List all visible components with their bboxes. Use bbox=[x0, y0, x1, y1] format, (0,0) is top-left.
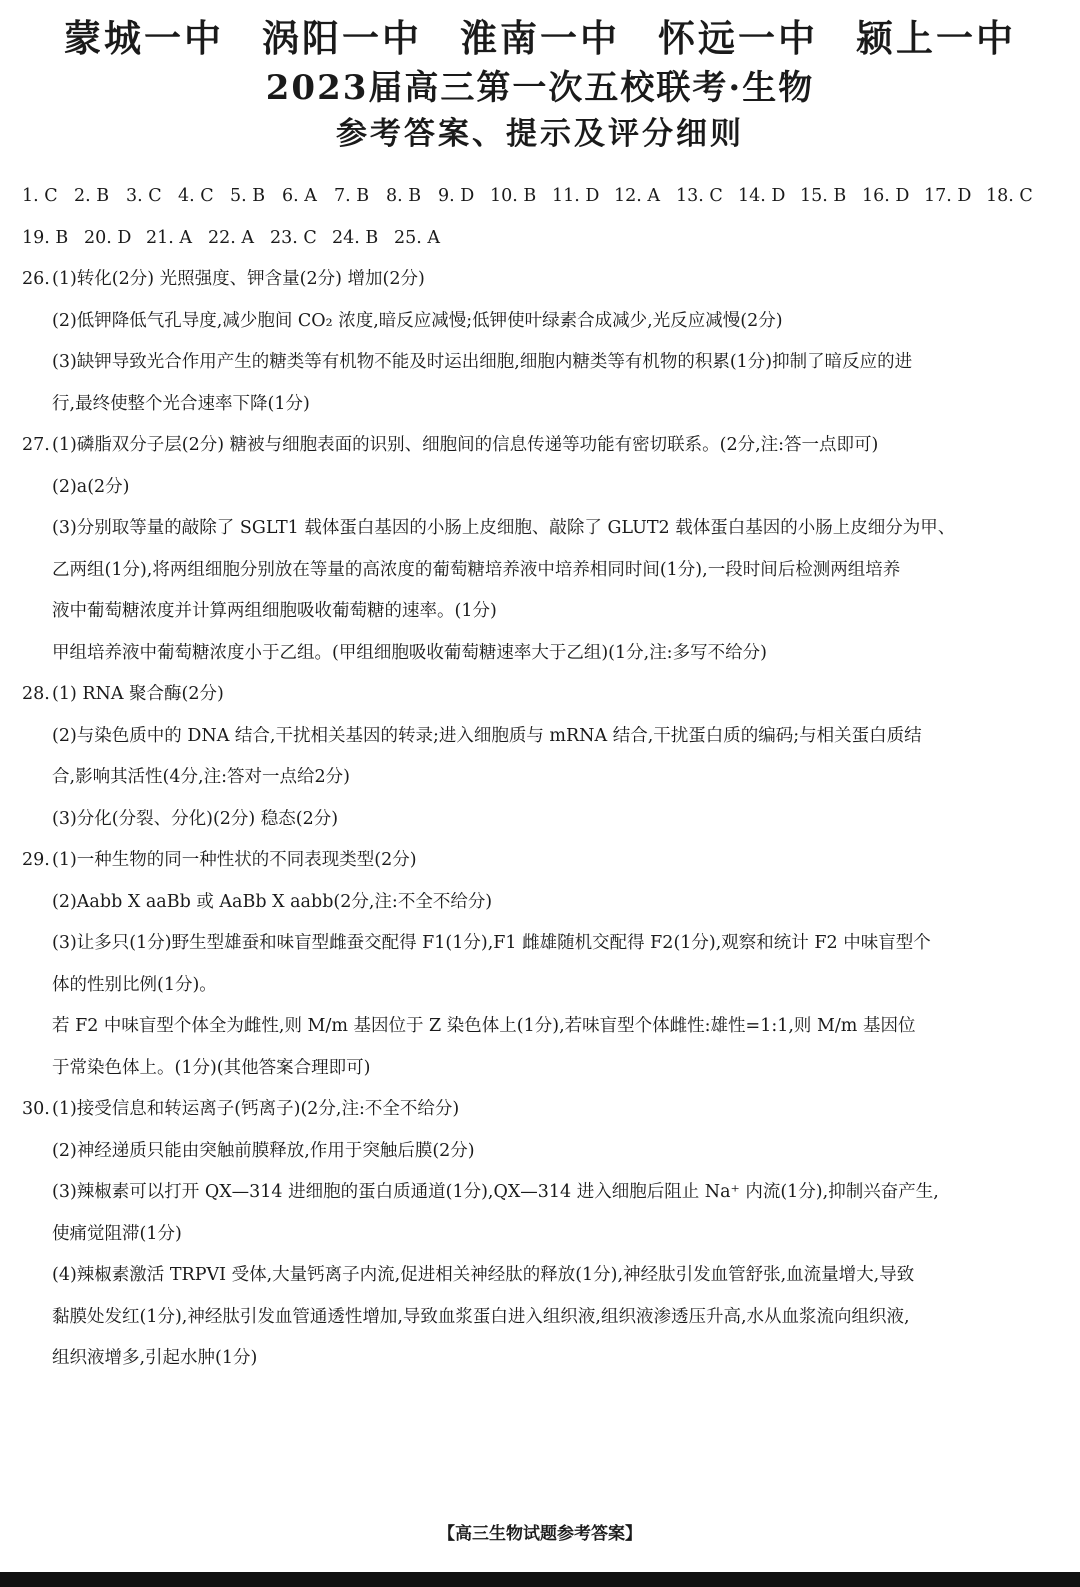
question-number: 30. bbox=[22, 1099, 50, 1119]
mc-answer: 10. B bbox=[490, 186, 537, 206]
school-name: 涡阳一中 bbox=[262, 17, 422, 60]
mc-answer: 24. B bbox=[332, 227, 379, 248]
question-29 bbox=[22, 840, 1052, 1089]
answer-body bbox=[22, 176, 1052, 1380]
answer-line: (4)辣椒素激活 TRPVI 受体,大量钙离子内流,促进相关神经肽的释放(1分),神经肽引发血管舒张,血流量增大,导致 bbox=[52, 1265, 915, 1285]
answer-line: 体的性别比例(1分)。 bbox=[52, 974, 217, 995]
school-name: 颍上一中 bbox=[856, 17, 1016, 60]
mc-answer: 21. A bbox=[146, 227, 193, 248]
answer-line: 于常染色体上。(1分)(其他答案合理即可) bbox=[52, 1057, 371, 1078]
mc-answer: 25. A bbox=[394, 227, 441, 248]
mc-answer: 17. D bbox=[924, 186, 972, 206]
answer-line: (1)接受信息和转运离子(钙离子)(2分,注:不全不给分) bbox=[52, 1099, 460, 1119]
answer-line: (2)Aabb X aaBb 或 AaBb X aabb(2分,注:不全不给分) bbox=[52, 891, 493, 912]
mc-answers-row-2 bbox=[22, 218, 1052, 260]
mc-answer: 23. C bbox=[270, 227, 317, 248]
mc-answer: 5. B bbox=[230, 186, 266, 206]
mc-answers-row-1 bbox=[22, 176, 1052, 218]
mc-answer: 14. D bbox=[738, 186, 786, 206]
answer-line: (1) RNA 聚合酶(2分) bbox=[52, 684, 224, 704]
answer-line: 甲组培养液中葡萄糖浓度小于乙组。(甲组细胞吸收葡萄糖速率大于乙组)(1分,注:多写不给分) bbox=[52, 642, 767, 663]
answer-line: (3)辣椒素可以打开 QX—314 进细胞的蛋白质通道(1分),QX—314 进入细胞后阻止 Na⁺ 内流(1分),抑制兴奋产生, bbox=[52, 1182, 939, 1202]
bottom-border bbox=[0, 1572, 1080, 1587]
mc-answer: 8. B bbox=[386, 186, 422, 206]
answer-line: (2)神经递质只能由突触前膜释放,作用于突触后膜(2分) bbox=[52, 1140, 475, 1161]
answer-line: (3)缺钾导致光合作用产生的糖类等有机物不能及时运出细胞,细胞内糖类等有机物的积累(1分)抑制了暗反应的进 bbox=[52, 352, 913, 372]
answer-line: 合,影响其活性(4分,注:答对一点给2分) bbox=[52, 767, 350, 787]
mc-answer: 16. D bbox=[862, 186, 910, 206]
mc-answer: 1. C bbox=[22, 186, 58, 206]
mc-answer: 12. A bbox=[614, 186, 661, 206]
school-name: 怀远一中 bbox=[658, 17, 818, 60]
school-name: 蒙城一中 bbox=[64, 17, 224, 60]
page-footer: 【高三生物试题参考答案】 bbox=[438, 1524, 642, 1544]
answer-line: (2)低钾降低气孔导度,减少胞间 CO₂ 浓度,暗反应减慢;低钾使叶绿素合成减少,光反应减慢(2分) bbox=[52, 310, 783, 331]
answer-line: 使痛觉阻滞(1分) bbox=[52, 1223, 182, 1244]
school-list bbox=[0, 8, 1080, 62]
answer-line: 液中葡萄糖浓度并计算两组细胞吸收葡萄糖的速率。(1分) bbox=[52, 601, 497, 621]
question-26 bbox=[22, 259, 1052, 425]
answer-line: 组织液增多,引起水肿(1分) bbox=[52, 1348, 258, 1368]
school-name: 淮南一中 bbox=[460, 17, 620, 60]
answer-line: 乙两组(1分),将两组细胞分别放在等量的高浓度的葡萄糖培养液中培养相同时间(1分),一段时间后检测两组培养 bbox=[52, 559, 901, 580]
answer-line: (3)分别取等量的敲除了 SGLT1 载体蛋白基因的小肠上皮细胞、敲除了 GLUT2 载体蛋白基因的小肠上皮细分为甲、 bbox=[52, 518, 956, 538]
question-number: 27. bbox=[22, 435, 50, 455]
question-30 bbox=[22, 1089, 1052, 1380]
question-number: 29. bbox=[22, 850, 50, 870]
question-27 bbox=[22, 425, 1052, 674]
answer-line: 行,最终使整个光合速率下降(1分) bbox=[52, 393, 310, 414]
question-28 bbox=[22, 674, 1052, 840]
mc-answer: 2. B bbox=[74, 186, 110, 206]
mc-answer: 13. C bbox=[676, 186, 723, 206]
mc-answer: 6. A bbox=[282, 186, 317, 206]
answer-line: 若 F2 中味盲型个体全为雌性,则 M/m 基因位于 Z 染色体上(1分),若味盲型个体雌性:雄性=1:1,则 M/m 基因位 bbox=[52, 1016, 916, 1036]
answer-line: (1)磷脂双分子层(2分) 糖被与细胞表面的识别、细胞间的信息传递等功能有密切联系。(2分,注:答一点即可) bbox=[52, 435, 879, 455]
mc-answer: 22. A bbox=[208, 227, 255, 248]
answer-line: (3)分化(分裂、分化)(2分) 稳态(2分) bbox=[52, 808, 339, 829]
mc-answer: 11. D bbox=[552, 186, 600, 206]
question-number: 28. bbox=[22, 684, 50, 704]
answer-line: (3)让多只(1分)野生型雄蚕和味盲型雌蚕交配得 F1(1分),F1 雌雄随机交配得 F2(1分),观察和统计 F2 中味盲型个 bbox=[52, 933, 931, 953]
mc-answer: 4. C bbox=[178, 186, 214, 206]
answer-line: (2)a(2分) bbox=[52, 476, 130, 497]
mc-answer: 3. C bbox=[126, 186, 162, 206]
answer-line: 黏膜处发红(1分),神经肽引发血管通透性增加,导致血浆蛋白进入组织液,组织液渗透压升高,水从血浆流向组织液, bbox=[52, 1306, 910, 1327]
answer-line: (1)一种生物的同一种性状的不同表现类型(2分) bbox=[52, 850, 417, 870]
document-title: 参考答案、提示及评分细则 bbox=[336, 116, 744, 152]
mc-answer: 18. C bbox=[986, 186, 1033, 206]
mc-answer: 15. B bbox=[800, 186, 847, 206]
answer-line: (1)转化(2分) 光照强度、钾含量(2分) 增加(2分) bbox=[52, 269, 425, 289]
mc-answer: 9. D bbox=[438, 186, 475, 206]
mc-answer: 19. B bbox=[22, 227, 69, 248]
question-number: 26. bbox=[22, 269, 50, 289]
answer-line: (2)与染色质中的 DNA 结合,干扰相关基因的转录;进入细胞质与 mRNA 结合,干扰蛋白质的编码;与相关蛋白质结 bbox=[52, 725, 922, 746]
mc-answer: 20. D bbox=[84, 227, 132, 248]
mc-answer: 7. B bbox=[334, 186, 370, 206]
exam-title: 2023届高三第一次五校联考·生物 bbox=[265, 68, 815, 108]
